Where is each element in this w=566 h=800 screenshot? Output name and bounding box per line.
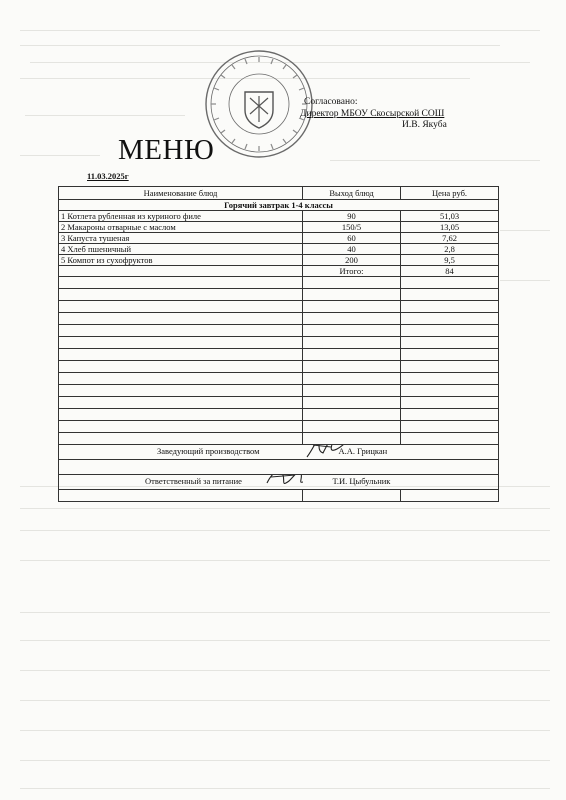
nutrition-signature-scribble — [265, 475, 303, 490]
empty-row — [59, 433, 499, 445]
empty-row — [59, 373, 499, 385]
table-header-row — [59, 187, 499, 200]
section-row — [59, 200, 499, 211]
dish-output: 200 — [303, 255, 401, 266]
dish-price: 13,05 — [401, 222, 499, 233]
dish-price: 51,03 — [401, 211, 499, 222]
empty-row — [59, 385, 499, 397]
approval-director-line: Директор МБОУ Скосырской СОШ — [300, 108, 445, 119]
total-value: 84 — [401, 266, 499, 277]
signature-spacer-row — [59, 460, 499, 475]
empty-row — [59, 409, 499, 421]
approval-signature-name: И.В. Якуба — [402, 120, 447, 130]
column-header-price: Цена руб. — [401, 187, 499, 200]
menu-table — [58, 186, 499, 502]
empty-row — [59, 397, 499, 409]
table-row — [59, 211, 499, 222]
column-header-name: Наименование блюд — [59, 187, 303, 200]
total-label: Итого: — [303, 266, 401, 277]
empty-row — [59, 277, 499, 289]
empty-row — [59, 313, 499, 325]
dish-output: 90 — [303, 211, 401, 222]
empty-row — [59, 361, 499, 373]
nutrition-name: Т.И. Цыбульник — [332, 476, 391, 486]
signature-row-manager — [59, 445, 499, 460]
table-row — [59, 233, 499, 244]
dish-output: 60 — [303, 233, 401, 244]
table-row — [59, 244, 499, 255]
table-row — [59, 222, 499, 233]
dish-name: 5 Компот из сухофруктов — [59, 255, 303, 266]
empty-row — [59, 490, 499, 502]
dish-name: 3 Капуста тушеная — [59, 233, 303, 244]
manager-title: Заведующий производством — [157, 446, 260, 456]
empty-row — [59, 325, 499, 337]
menu-date: 11.03.2025г — [87, 171, 129, 181]
dish-price: 7,62 — [401, 233, 499, 244]
official-seal-stamp — [203, 48, 315, 160]
column-header-output: Выход блюд — [303, 187, 401, 200]
page-title: МЕНЮ — [118, 134, 215, 166]
dish-price: 2,8 — [401, 244, 499, 255]
nutrition-title: Ответственный за питание — [145, 476, 242, 486]
table-row — [59, 255, 499, 266]
total-row — [59, 266, 499, 277]
dish-name: 2 Макароны отварные с маслом — [59, 222, 303, 233]
dish-price: 9,5 — [401, 255, 499, 266]
approval-agreed-label: Согласовано: — [304, 97, 358, 107]
dish-output: 40 — [303, 244, 401, 255]
empty-row — [59, 337, 499, 349]
signature-row-nutrition — [59, 475, 499, 490]
approval-block — [300, 97, 500, 132]
empty-row — [59, 421, 499, 433]
empty-row — [59, 289, 499, 301]
empty-row — [59, 349, 499, 361]
empty-row — [59, 301, 499, 313]
section-title: Горячий завтрак 1-4 классы — [59, 200, 499, 211]
manager-name: А.А. Грицкан — [338, 446, 388, 456]
dish-name: 4 Хлеб пшеничный — [59, 244, 303, 255]
dish-output: 150/5 — [303, 222, 401, 233]
dish-name: 1 Котлета рубленная из куриного филе — [59, 211, 303, 222]
